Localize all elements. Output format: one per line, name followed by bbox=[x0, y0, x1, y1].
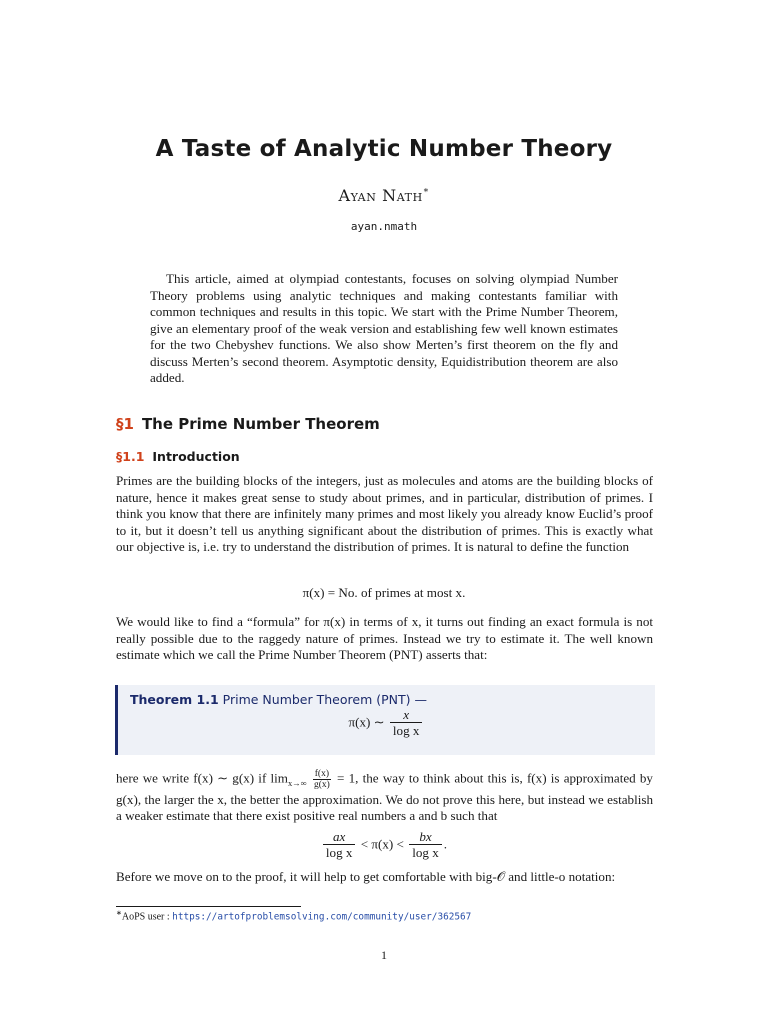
theorem-heading bbox=[130, 692, 427, 707]
lower-bound-denominator: log x bbox=[325, 845, 353, 860]
theorem-equation bbox=[118, 707, 655, 738]
equation-chebyshev-bounds bbox=[0, 829, 768, 860]
paragraph-asymptotic bbox=[116, 769, 653, 825]
lower-bound-fraction bbox=[323, 829, 356, 860]
section-title: The Prime Number Theorem bbox=[141, 415, 380, 433]
bound-period: . bbox=[443, 836, 448, 852]
theorem-label: Theorem 1.1 bbox=[130, 692, 219, 707]
abstract: This article, aimed at olympiad contestants, focuses on solving olympiad Number Theory problems using analytic techniques and making contestants familiar with common techniques and results in this topic. We start with the Prime Number Theorem, give an elementary proof of the weak version and establishing few well known estimates for the two Chebyshev functions. We also show Merten’s first theorem on the fly and discuss Merten’s second theorem. Asymptotic density, Equidistribution theorem are also added. bbox=[150, 271, 618, 385]
upper-bound-fraction bbox=[409, 829, 442, 860]
bound-middle: < π(x) < bbox=[360, 836, 404, 852]
theorem-numerator: x bbox=[390, 707, 423, 723]
section-number: §1 bbox=[116, 415, 134, 433]
limit-fraction bbox=[313, 769, 331, 790]
author-footnote-mark: ∗ bbox=[422, 185, 430, 196]
paper-title: A Taste of Analytic Number Theory bbox=[155, 136, 613, 162]
author-handle: ayan.nmath bbox=[350, 220, 418, 233]
paragraph-estimate: We would like to find a “formula” for π(x) in terms of x, it turns out finding an exact formula is not really possible due to the raggedy nature of primes. Instead we try to estimate it. The well known estimate which we call the Prime Number Theorem (PNT) asserts that: bbox=[116, 614, 653, 663]
paragraph-intro: Primes are the building blocks of the integers, just as molecules and atoms are the building blocks of nature, hence it makes great sense to study about primes, and in particular, distribution of primes. I think you know that there are infinitely many primes and most likely you already know Euclid’s proof to it, but it doesn’t tell us anything significant about the distribution of primes. This is exactly what our objective is, i.e. try to understand the distribution of primes. It is natural to define the function bbox=[116, 473, 653, 555]
equation-prime-counting: π(x) = No. of primes at most x. bbox=[302, 585, 466, 600]
footnote-link[interactable]: https://artofproblemsolving.com/community/user/362567 bbox=[172, 911, 472, 923]
lower-bound-numerator: ax bbox=[323, 829, 356, 845]
asymptotic-text-a: here we write f(x) ∼ g(x) if lim bbox=[116, 770, 288, 786]
subsection-title: Introduction bbox=[152, 449, 240, 464]
upper-bound-numerator: bx bbox=[409, 829, 442, 845]
theorem-name: Prime Number Theorem (PNT) — bbox=[222, 692, 427, 707]
author-name-text: Ayan Nath bbox=[338, 186, 423, 205]
paragraph-big-o: Before we move on to the proof, it will help to get comfortable with big-𝒪 and little-o notation: bbox=[116, 869, 616, 884]
limit-subscript: x→∞ bbox=[287, 778, 307, 789]
footnote-text: AoPS user : bbox=[121, 911, 173, 923]
theorem-denominator: log x bbox=[392, 723, 420, 738]
subsection-heading bbox=[116, 449, 240, 464]
asymptotic-text-b: = 1, the way to think about this is, f(x) is approximated by g(x), the larger the x, the better the approximation. We do not prove this here, but instead we establish a weaker estimate that there exist positive real numbers a and b such that bbox=[116, 770, 653, 824]
page-number: 1 bbox=[381, 948, 387, 962]
limit-numerator: f(x) bbox=[314, 769, 330, 779]
author-name bbox=[0, 186, 768, 205]
theorem-box bbox=[115, 685, 655, 755]
limit-denominator: g(x) bbox=[313, 780, 330, 790]
theorem-fraction bbox=[390, 707, 423, 738]
footnote-rule bbox=[116, 906, 301, 907]
footnote bbox=[116, 909, 471, 922]
theorem-lhs: π(x) ∼ bbox=[348, 714, 385, 730]
upper-bound-denominator: log x bbox=[412, 845, 439, 860]
section-heading bbox=[116, 415, 380, 433]
subsection-number: §1.1 bbox=[116, 449, 145, 464]
footnote-mark: ∗ bbox=[116, 909, 122, 917]
